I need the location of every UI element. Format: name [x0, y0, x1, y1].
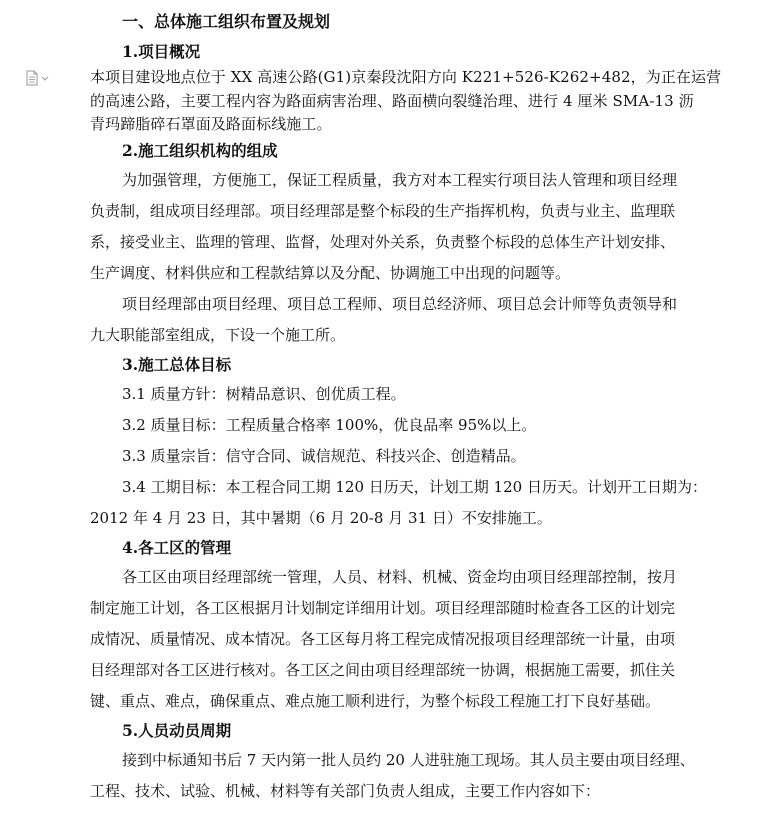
- text-line: 键、重点、难点，确保重点、难点施工顺利进行，为整个标段工程施工打下良好基础。: [90, 691, 661, 710]
- text-line: 为加强管理，方便施工，保证工程质量，我方对本工程实行项目法人管理和项目经理: [122, 170, 678, 189]
- heading-organization: 2.施工组织机构的组成: [122, 140, 278, 160]
- heading-mobilization: 5.人员动员周期: [122, 720, 232, 740]
- text-line: 本项目建设地点位于 XX 高速公路(G1)京秦段沈阳方向 K221+526-K262+482，为正在运营: [90, 68, 722, 86]
- list-item: 3.4 工期目标：本工程合同工期 120 日历天，计划工期 120 日历天。计划开工日期为：: [122, 477, 707, 496]
- section-title: 一、总体施工组织布置及规划: [122, 12, 331, 31]
- text-line: 生产调度、材料供应和工程款结算以及分配、协调施工中出现的问题等。: [90, 263, 571, 282]
- paragraph-organization-2: [90, 289, 730, 351]
- text-line: 系，接受业主、监理的管理、监督，处理对外关系，负责整个标段的总体生产计划安排、: [90, 232, 676, 251]
- list-item: 3.1 质量方针：树精品意识、创优质工程。: [122, 384, 406, 403]
- heading-project-overview: 1.项目概况: [122, 42, 201, 61]
- text-line: 工程、技术、试验、机械、材料等有关部门负责人组成，主要工作内容如下：: [90, 781, 601, 800]
- paragraph-marker[interactable]: [26, 70, 56, 86]
- text-line: 负责制，组成项目经理部。项目经理部是整个标段的生产指挥机构，负责与业主、监理联: [90, 201, 676, 220]
- heading-work-area-management: 4.各工区的管理: [122, 537, 232, 557]
- text-line: 制定施工计划，各工区根据月计划制定详细用计划。项目经理部随时检查各工区的计划完: [90, 598, 676, 617]
- list-item-continuation: 2012 年 4 月 23 日，其中暑期（6 月 20-8 月 31 日）不安排施工。: [90, 508, 552, 527]
- list-item: 3.3 质量宗旨：信守合同、诚信规范、科技兴企、创造精品。: [122, 446, 526, 465]
- text-line: 各工区由项目经理部统一管理，人员、材料、机械、资金均由项目经理部控制，按月: [122, 567, 678, 586]
- paragraph-project-overview: [90, 66, 730, 137]
- heading-overall-goals: 3.施工总体目标: [122, 354, 232, 374]
- text-line: 接到中标通知书后 7 天内第一批人员约 20 人进驻施工现场。其人员主要由项目经理、: [122, 750, 695, 769]
- text-line: 成情况、质量情况、成本情况。各工区每月将工程完成情况报项目经理部统一计量，由项: [90, 629, 676, 648]
- paragraph-work-area-management: [90, 562, 730, 717]
- document-icon: [26, 70, 56, 86]
- text-line: 项目经理部由项目经理、项目总工程师、项目总经济师、项目总会计师等负责领导和: [122, 294, 678, 313]
- text-line: 青玛蹄脂碎石罩面及路面标线施工。: [90, 115, 332, 133]
- paragraph-organization-1: [90, 165, 730, 289]
- paragraph-mobilization: [90, 745, 730, 807]
- text-line: 目经理部对各工区进行核对。各工区之间由项目经理部统一协调，根据施工需要，抓住关: [90, 660, 676, 679]
- list-item: 3.2 质量目标：工程质量合格率 100%，优良品率 95%以上。: [122, 415, 537, 434]
- text-line: 的高速公路，主要工程内容为路面病害治理、路面横向裂缝治理、进行 4 厘米 SMA-13 沥: [90, 91, 694, 110]
- list-overall-goals: [90, 379, 730, 534]
- document-body: [90, 8, 730, 807]
- text-line: 九大职能部室组成，下设一个施工所。: [90, 325, 346, 344]
